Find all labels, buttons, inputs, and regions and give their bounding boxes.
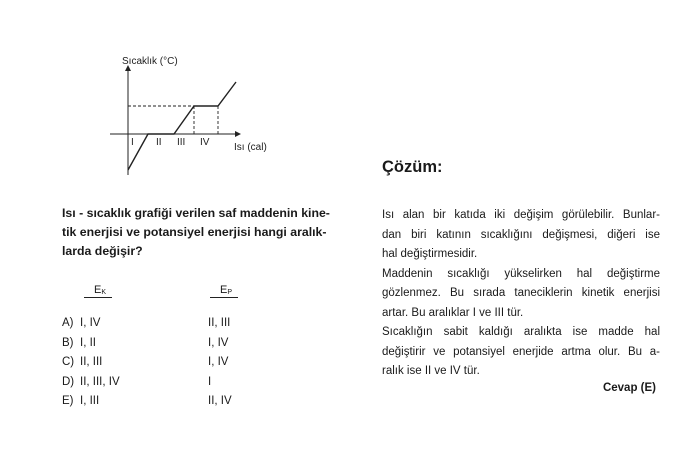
option-ek: II, III, IV [80,375,120,388]
interval-label-4: IV [200,137,210,148]
option-a [62,314,332,334]
option-letter: D) [62,375,75,388]
option-b [62,334,332,354]
ek-sub: K [101,289,107,296]
option-letter: A) [62,317,74,329]
solution-title: Çözüm: [382,158,443,176]
option-ek: I, II [80,336,96,349]
option-ek: II, III [80,356,103,368]
ek-base: E [94,284,102,296]
option-c [62,353,332,373]
option-ep: II, III [208,317,231,329]
solution-line: gözlenmez. Bu sırada taneciklerin kinetik enerjisi [382,287,660,299]
kinetic-energy-header [84,284,112,298]
ep-base: E [220,284,228,296]
option-ek: I, III [80,395,100,407]
solution-text [382,206,660,382]
option-ek: I, IV [80,317,101,329]
solution-line: hal değiştirmesidir. [382,248,478,260]
solution-line: Maddenin sıcaklığı yükselirken hal değiştirme [382,267,660,280]
ep-sub: P [227,289,233,296]
option-ep: I, IV [208,336,229,349]
solution-line: artar. Bu aralıklar I ve III tür. [382,306,524,319]
answer-options [62,314,332,412]
question-line: larda değişir? [62,244,143,258]
option-ep: I, IV [208,356,229,368]
solution-line: Isı alan bir katıda iki değişim görülebilir. Bunlar- [382,209,660,221]
option-letter: B) [62,336,74,349]
question-line: tik enerjisi ve potansiyel enerjisi hangi aralık- [62,225,327,239]
question-text [62,204,344,261]
option-ep: I [208,375,212,388]
interval-label-3: III [177,137,186,148]
solution-line: ralık ise II ve IV tür. [382,365,480,377]
option-e [62,392,332,412]
y-axis-label: Sıcaklık (°C) [122,56,178,67]
option-letter: C) [62,356,75,368]
option-letter: E) [62,395,74,407]
interval-label-2: II [156,137,162,148]
x-axis-label: Isı (cal) [234,142,267,153]
solution-line: değiştirir ve potansiyel enerjide artma olur. Bu a- [382,345,660,358]
interval-label-1: I [131,137,134,148]
potential-energy-header [210,284,238,298]
solution-line: Sıcaklığın sabit kaldığı aralıkta ise madde hal [382,326,660,338]
heat-temperature-graph [100,50,310,180]
answer-label: Cevap (E) [602,382,656,394]
solution-line: dan biri katının sıcaklığını değişmesi, diğeri ise [382,228,660,241]
option-d [62,373,332,393]
heating-curve [128,82,236,170]
question-line: Isı - sıcaklık grafiği verilen saf maddenin kine- [62,206,330,220]
option-ep: II, IV [208,395,232,407]
